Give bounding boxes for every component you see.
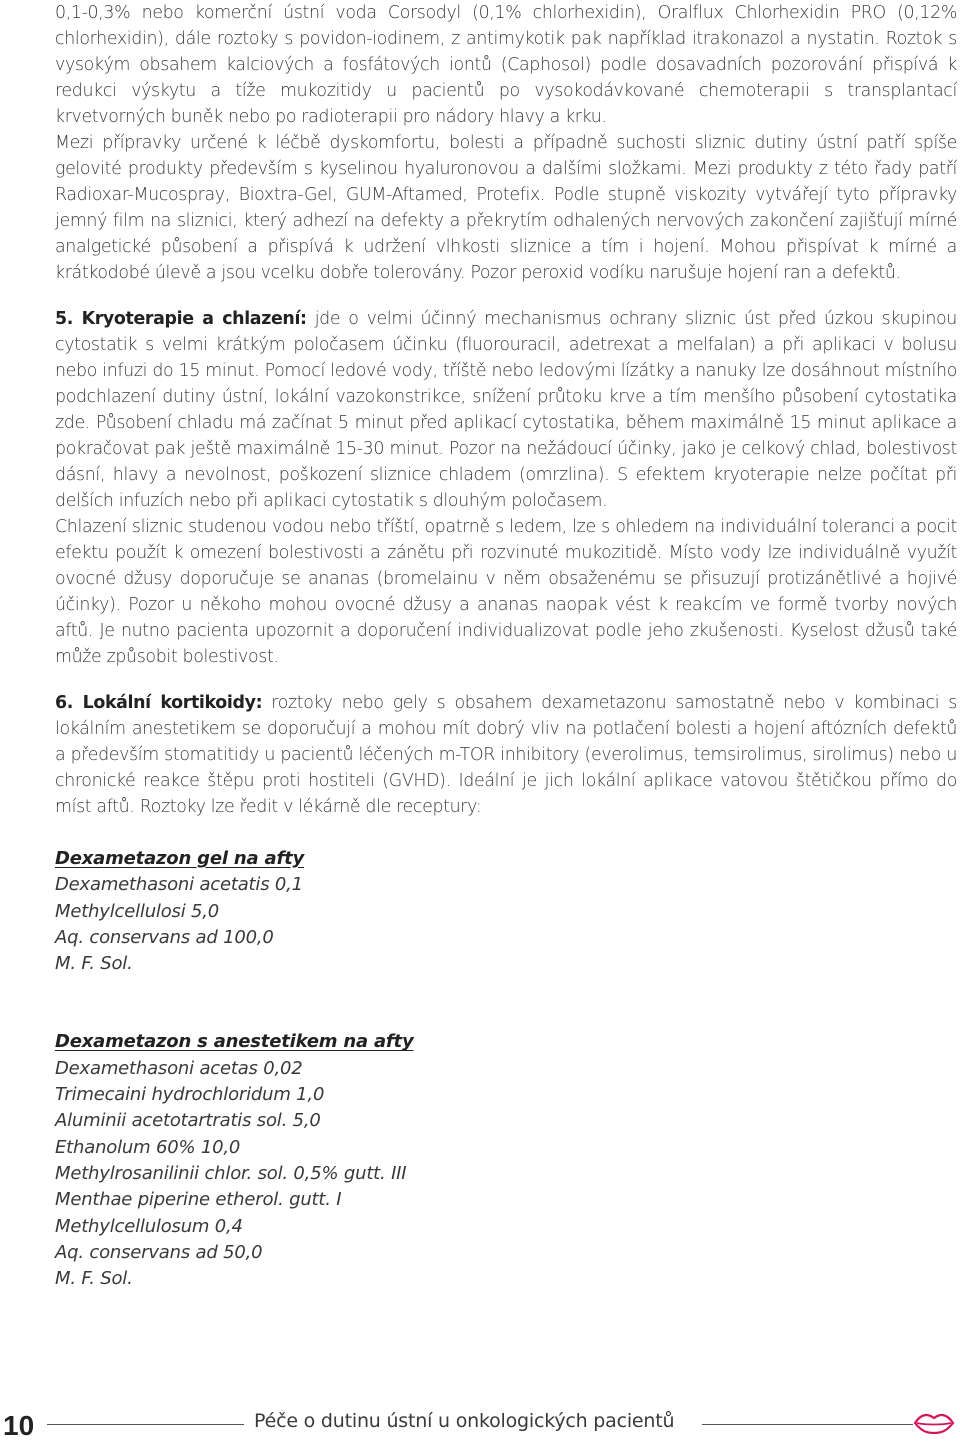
paragraph-cryotherapy — [55, 306, 957, 514]
footer-divider-left — [47, 1424, 244, 1425]
recipe-line: M. F. Sol. — [55, 1268, 133, 1290]
page-number: 10 — [3, 1410, 35, 1441]
recipe-line: M. F. Sol. — [55, 953, 133, 975]
recipe-anesthetic — [55, 1029, 957, 1292]
lips-icon — [913, 1412, 955, 1434]
paragraph-corticoids — [55, 690, 957, 820]
recipe-line: Trimecaini hydrochloridum 1,0 — [55, 1084, 325, 1106]
recipe-line: Dexamethasoni acetas 0,02 — [55, 1057, 303, 1079]
recipe-line: Aluminii acetotartratis sol. 5,0 — [55, 1110, 321, 1132]
recipe-line: Dexamethasoni acetatis 0,1 — [55, 874, 303, 896]
footer-divider-right — [702, 1424, 913, 1425]
page-footer — [0, 1404, 960, 1444]
recipe-line: Ethanolum 60% 10,0 — [55, 1136, 241, 1158]
recipe-gel — [55, 846, 957, 977]
paragraph-mouthwash: 0,1-0,3% nebo komerční ústní voda Corsodyl (0,1% chlorhexidin), Oralflux Chlorhexidin PRO (0,12% chlorhexidin), dále roztoky s povidon-iodinem, z antimykotik pak například itrakonazol a nystatin. Roztok s vysokým obsahem kalciových a fosfátových iontů (Caphosol) podle dosavadních pozorování přispívá k redukci výskytu a tíže mukozitidy u pacientů po vysokodávkované chemoterapii s transplantací krvetvorných buněk nebo po radioterapii pro nádory hlavy a krku. — [55, 3, 957, 127]
recipe-line: Menthae piperine etherol. gutt. I — [55, 1189, 342, 1211]
recipe-line: Methylcellulosum 0,4 — [55, 1215, 243, 1237]
section-heading-cryotherapy: 5. Kryoterapie a chlazení: — [55, 309, 307, 329]
recipe-line: Methylrosanilinii chlor. sol. 0,5% gutt. III — [55, 1162, 407, 1184]
recipe-gel-title: Dexametazon gel na afty — [55, 848, 305, 869]
paragraph-gel-products: Mezi přípravky určené k léčbě dyskomfortu, bolesti a případně suchosti sliznic dutiny ústní patří spíše gelovité produkty především s kyselinou hyaluronovou a dalšími složkami. Mezi produkty z této řady patří Radioxar-Mucospray, Bioxtra-Gel, GUM-Aftamed, Protefix. Podle stupně viskozity vytvářejí tyto přípravky jemný film na sliznici, který adhezí na defekty a překrytím odhalených nervových zakončení zajišťují mírné analgetické působení a přispívá k udržení vlhkosti sliznice a tím i hojení. Mohou přispívat k mírné a krátkodobé úlevě a jsou vcelku dobře tolerovány. Pozor peroxid vodíku narušuje hojení ran a defektů. — [55, 133, 957, 283]
paragraph-cooling: Chlazení sliznic studenou vodou nebo tříští, opatrně s ledem, lze s ohledem na individuální toleranci a pocit efektu použít k omezení bolestivosti a zánětu při rozvinuté mukozitidě. Místo vody lze individuálně využít ovocné džusy doporučuje se ananas (bromelainu v něm obsaženému se přisuzují protizánětlivé a hojivé účinky). Pozor u někoho mohou ovocné džusy a ananas naopak vést k reakcím ve formě tvorby nových aftů. Je nutno pacienta upozornit a doporučení individualizovat podle jeho zkušenosti. Kyselost džusů také může způsobit bolestivost. — [55, 517, 957, 667]
document-body — [55, 0, 957, 1292]
recipe-line: Aq. conservans ad 50,0 — [55, 1241, 263, 1263]
paragraph-cryotherapy-text: jde o velmi účinný mechanismus ochrany sliznic úst před úzkou skupinou cytostatik s velmi krátkým poločasem účinku (fluorouracil, adetrexat a melfalan) a při aplikaci v bolusu nebo infuzi do 15 minut. Pomocí ledové vody, tříště nebo ledovými lízátky a nanuky lze dosáhnout místního podchlazení dutiny ústní, lokální vazokonstrikce, snížení průtoku krve a tím menšího působení cytostatika zde. Působení chladu má začínat 5 minut před aplikací cytostatika, během maximálně 15 minut aplikace a pokračovat pak ještě maximálně 15-30 minut. Pozor na nežádoucí účinky, jako je celkový chlad, bolestivost dásní, hlavy a nevolnost, poškození sliznice chladem (omrzlina). S efektem kryoterapie nelze počítat při delších infuzích nebo při aplikaci cytostatik s dlouhým poločasem. — [55, 309, 957, 511]
paragraph-corticoids-text: roztoky nebo gely s obsahem dexametazonu samostatně nebo v kombinaci s lokálním anestetikem se doporučují a mohou mít dobrý vliv na potlačení bolesti a hojení aftózních defektů a především stomatitidy u pacientů léčených m-TOR inhibitory (everolimus, temsirolimus, sirolimus) nebo u chronické reakce štěpu proti hostiteli (GVHD). Ideální je jich lokální aplikace vatovou štětičkou přímo do míst aftů. Roztoky lze ředit v lékárně dle receptury: — [55, 693, 957, 817]
section-heading-corticoids: 6. Lokální kortikoidy: — [55, 693, 263, 713]
footer-title: Péče o dutinu ústní u onkologických pacientů — [254, 1410, 675, 1432]
recipe-line: Methylcellulosi 5,0 — [55, 900, 220, 922]
recipe-line: Aq. conservans ad 100,0 — [55, 926, 274, 948]
recipe-anesthetic-title: Dexametazon s anestetikem na afty — [55, 1031, 414, 1053]
